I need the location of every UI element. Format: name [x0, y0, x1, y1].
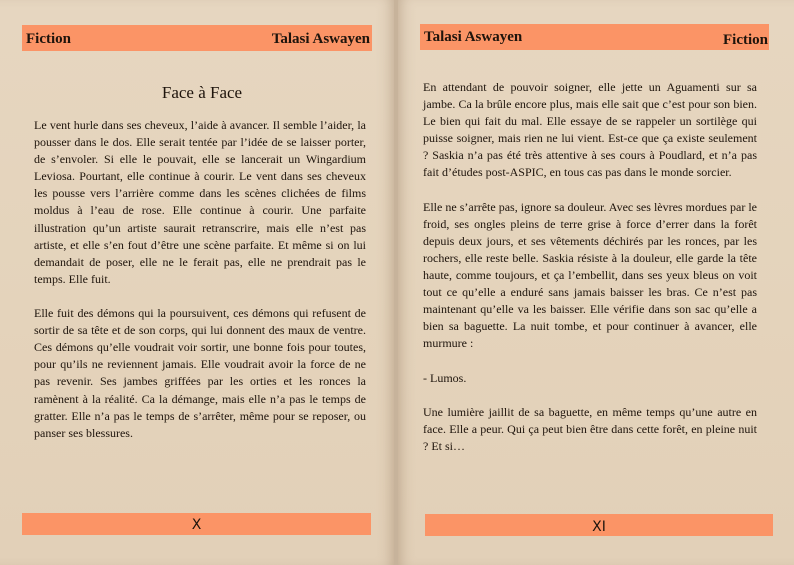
chapter-title: Face à Face [161, 83, 243, 102]
left-page [0, 0, 394, 565]
left-page-body [34, 117, 366, 442]
left-page-number: X [22, 513, 371, 535]
right-header-genre: Fiction [723, 32, 768, 48]
right-page-body [423, 79, 757, 455]
paragraph: Elle fuit des démons qui la poursuivent, ces démons qui refusent de sortir de sa tête et de son corps, qui lui donnent des maux de ventre. Ces démons qu’elle voudrait voir sortir, une bonne fois pour toutes, pour qu’ils ne reviennent jamais. Elle voudrait avoir la force de ne pas revenir. Ses jambes griffées par les orties et les ronces la ramènent à la réalité. Ca la démange, mais elle n’a pas le temps de gratter. Elle n’a pas le temps de s’arrêter, même pour se reposer, ou panser ses blessures. [34, 306, 366, 440]
right-page-number: XI [425, 514, 773, 536]
paragraph: Elle ne s’arrête pas, ignore sa douleur. Avec ses lèvres mordues par le froid, ses ongles pleins de terre grise à force d’errer dans la forêt depuis deux jours, et ses vêtements déchirés par les ronces, par les rochers, elle reste belle. Saskia résiste à la douleur, elle garde la tête haute, comme toujours, et ça l’embellit, dans ses yeux bleus on voit tout ce qu’elle a enduré sans jamais baisser les bras. Ce n’est pas maintenant qu’elle va les baisser. Elle vérifie dans son sac qu’elle a bien sa baguette. La nuit tombe, et pour continuer à avancer, elle murmure : [423, 199, 757, 351]
paragraph: - Lumos. [423, 370, 467, 385]
right-page-header [420, 24, 769, 50]
paragraph: Une lumière jaillit de sa baguette, en même temps qu’une autre en face. Elle a peur. Qui ça peut bien être dans cette forêt, en pleine nuit ? Et si… [423, 404, 757, 453]
right-page [398, 0, 794, 565]
right-header-author: Talasi Aswayen [424, 29, 523, 45]
left-page-header [22, 25, 372, 51]
left-header-author: Talasi Aswayen [271, 31, 370, 47]
paragraph: En attendant de pouvoir soigner, elle jette un Aguamenti sur sa jambe. Ca la brûle encore plus, mais elle sait que c’est pour son bien. Le bien qui fait du mal. Elle essaye de se rappeler un sortilège qui puisse soigner, mais rien ne lui vient. Est-ce que ça existe seulement ? Saskia n’a pas été très attentive à ses cours à Poudlard, et n’a pas fait d’études post-ASPIC, en tous cas pas dans le monde sorcier. [423, 80, 757, 180]
left-header-genre: Fiction [26, 31, 71, 47]
paragraph: Le vent hurle dans ses cheveux, l’aide à avancer. Il semble l’aider, la pousser dans le dos. Elle serait tentée par l’idée de se laisser porter, de s’envoler. Si elle le pouvait, elle se lancerait un Wingardium Leviosa. Pourtant, elle continue à courir. Le vent dans ses cheveux les pousse vers l’arrière comme dans les scènes clichées de films moldus à l’eau de rose. Elle continue à courir. Une parfaite illustration qu’un artiste saurait retranscrire, mais elle n’est pas artiste, et elle s’en fout d’être une scène parfaite. Et même si on lui demandait de poser, elle ne le ferait pas, elle ne prendrait pas le temps. Elle fuit. [34, 118, 366, 286]
